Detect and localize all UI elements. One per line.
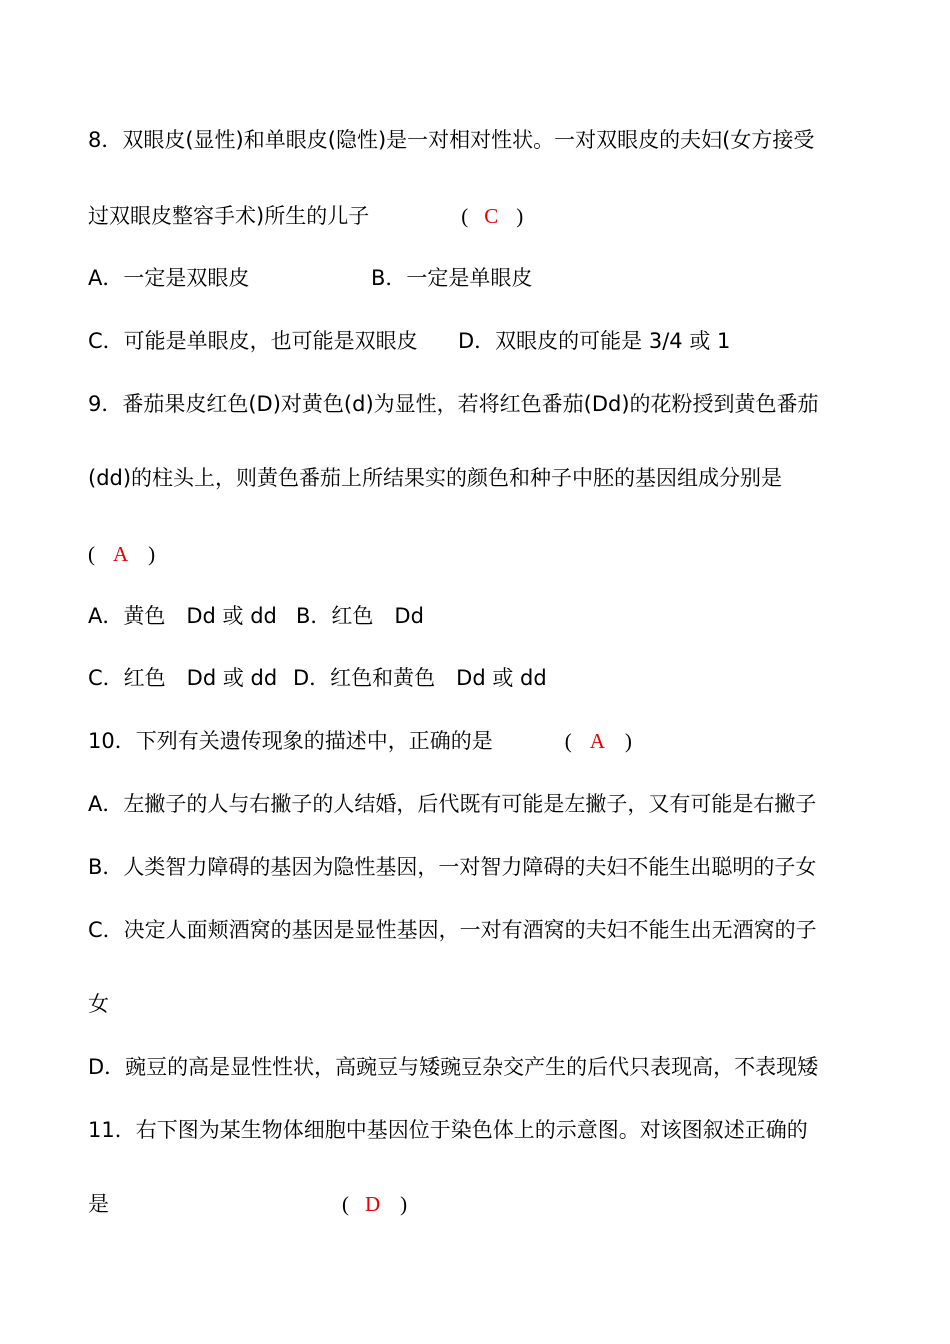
q11-stem-line1: 11．右下图为某生物体细胞中基因位于染色体上的示意图。对该图叙述正确的 [88,1118,808,1142]
q10-option-d: D．豌豆的高是显性性状，高豌豆与矮豌豆杂交产生的后代只表现高，不表现矮 [88,1055,819,1079]
q9-option-c: C．红色 Dd 或 dd [88,666,278,690]
q8-option-b: B．一定是单眼皮 [371,266,533,290]
q8-stem-line1: 8．双眼皮(显性)和单眼皮(隐性)是一对相对性状。一对双眼皮的夫妇(女方接受 [88,128,815,152]
q11-answer-paren-close: ) [400,1192,408,1216]
q8-answer: C [484,204,499,228]
q10-option-c-line2: 女 [88,992,109,1016]
q10-answer-paren-open: ( [564,729,572,753]
q9-stem-line1: 9．番茄果皮红色(D)对黄色(d)为显性，若将红色番茄(Dd)的花粉授到黄色番茄 [88,392,819,416]
q10-option-b: B．人类智力障碍的基因为隐性基因，一对智力障碍的夫妇不能生出聪明的子女 [88,855,817,879]
q11-stem-line2 [88,1190,407,1218]
q9-answer-line [88,540,155,568]
q10-answer: A [589,729,605,753]
q11-answer: D [365,1192,381,1216]
q8-option-c: C．可能是单眼皮，也可能是双眼皮 [88,329,418,353]
q9-option-b: B．红色 Dd [296,604,424,628]
q8-answer-paren-open: ( [461,204,469,228]
q10-option-a: A．左撇子的人与右撇子的人结婚，后代既有可能是左撇子，又有可能是右撇子 [88,792,817,816]
q8-answer-paren-close: ) [516,204,524,228]
q8-stem-line2 [88,202,523,230]
q8-option-d: D．双眼皮的可能是 3/4 或 1 [458,329,731,353]
q11-stem-text: 是 [88,1192,109,1216]
q9-option-a: A．黄色 Dd 或 dd [88,604,277,628]
q9-option-d: D．红色和黄色 Dd 或 dd [293,666,547,690]
q9-answer-paren-close: ) [148,542,156,566]
q9-stem-line2: (dd)的柱头上，则黄色番茄上所结果实的颜色和种子中胚的基因组成分别是 [88,466,783,490]
q10-option-c-line1: C．决定人面颊酒窝的基因是显性基因，一对有酒窝的夫妇不能生出无酒窝的子 [88,918,817,942]
q9-answer: A [113,542,129,566]
q10-stem [88,727,632,755]
q11-answer-paren-open: ( [342,1192,349,1216]
q8-option-a: A．一定是双眼皮 [88,266,250,290]
q8-stem-text: 过双眼皮整容手术)所生的儿子 [88,204,370,228]
q9-answer-paren-open: ( [88,542,95,566]
q10-stem-text: 10．下列有关遗传现象的描述中，正确的是 [88,729,493,753]
q10-answer-paren-close: ) [624,729,632,753]
